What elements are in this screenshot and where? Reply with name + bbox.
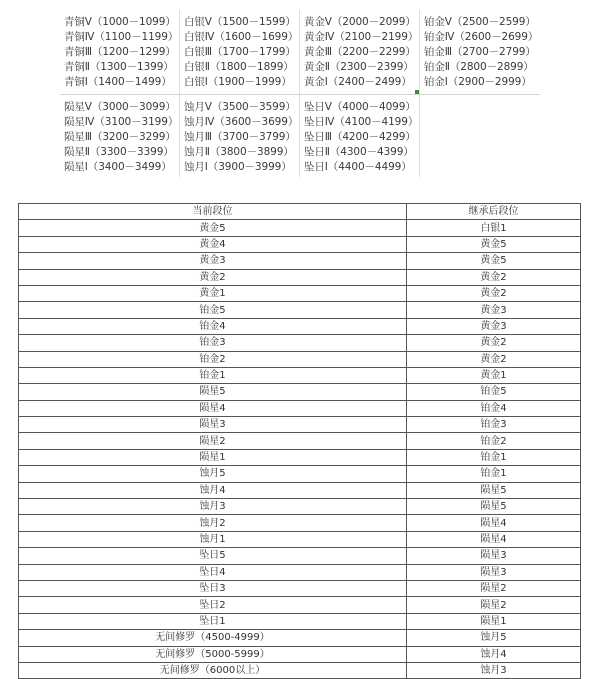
current-rank-cell: 蚀月5 [19,466,407,482]
rank-inheritance-table [18,203,581,679]
current-rank-cell: 蚀月2 [19,515,407,531]
tier-cell-meteor [60,95,180,177]
table-row [19,367,581,383]
tier-line: 白银Ⅲ（1700－1799） [184,46,296,58]
tier-line: 黄金Ⅳ（2100－2199） [304,31,419,43]
inherited-rank-cell: 陨星4 [407,515,581,531]
inherited-rank-cell: 蚀月5 [407,630,581,646]
table-row [19,220,581,236]
table-row [19,548,581,564]
table-header-row [19,204,581,220]
tier-line: 陨星Ⅰ（3400－3499） [64,161,172,173]
current-rank-cell: 蚀月1 [19,531,407,547]
tier-line: 陨星Ⅳ（3100－3199） [64,116,179,128]
tier-line: 陨星Ⅱ（3300－3399） [64,146,174,158]
inherited-rank-cell: 铂金2 [407,433,581,449]
inherited-rank-cell: 黄金5 [407,253,581,269]
inherited-rank-cell: 黄金3 [407,302,581,318]
inherited-rank-cell: 陨星2 [407,597,581,613]
inherited-rank-cell: 蚀月4 [407,646,581,662]
tier-line: 黄金Ⅴ（2000－2099） [304,16,416,28]
table-row [19,499,581,515]
table-row [19,515,581,531]
current-rank-cell: 黄金1 [19,285,407,301]
tier-line: 坠日Ⅲ（4200－4299） [304,131,416,143]
table-row [19,580,581,596]
tier-cell-bronze [60,10,180,94]
tier-line: 蚀月Ⅲ（3700－3799） [184,131,296,143]
table-row [19,630,581,646]
table-row [19,269,581,285]
rank-tier-grid [60,10,540,177]
current-rank-cell: 蚀月4 [19,482,407,498]
inherited-rank-cell: 铂金4 [407,400,581,416]
current-rank-cell: 无间修罗（4500-4999） [19,630,407,646]
tier-line: 青铜Ⅰ（1400－1499） [64,76,172,88]
tier-line: 白银Ⅰ（1900－1999） [184,76,292,88]
tier-line: 青铜Ⅲ（1200－1299） [64,46,176,58]
current-rank-cell: 黄金5 [19,220,407,236]
current-rank-cell: 铂金5 [19,302,407,318]
tier-line: 青铜Ⅴ（1000－1099） [64,16,176,28]
tier-line: 白银Ⅳ（1600－1699） [184,31,299,43]
table-row [19,400,581,416]
tier-line: 坠日Ⅰ（4400－4499） [304,161,412,173]
inherited-rank-cell: 黄金2 [407,335,581,351]
tier-line: 铂金Ⅳ（2600－2699） [424,31,539,43]
tier-line: 蚀月Ⅱ（3800－3899） [184,146,294,158]
table-row [19,662,581,678]
current-rank-cell: 黄金2 [19,269,407,285]
inherited-rank-cell: 铂金1 [407,449,581,465]
tier-line: 铂金Ⅱ（2800－2899） [424,61,534,73]
current-rank-cell: 坠日4 [19,564,407,580]
rank-grid-row-2 [60,95,540,177]
current-rank-cell: 陨星4 [19,400,407,416]
tier-line: 白银Ⅴ（1500－1599） [184,16,296,28]
inherited-rank-cell: 白银1 [407,220,581,236]
current-rank-cell: 坠日5 [19,548,407,564]
tier-cell-platinum [420,10,540,94]
inherited-rank-cell: 铂金5 [407,384,581,400]
tier-line: 青铜Ⅱ（1300－1399） [64,61,174,73]
tier-line: 黄金Ⅲ（2200－2299） [304,46,416,58]
tier-line: 蚀月Ⅴ（3500－3599） [184,101,296,113]
inherited-rank-cell: 陨星2 [407,580,581,596]
tier-line: 陨星Ⅲ（3200－3299） [64,131,176,143]
current-rank-cell: 陨星2 [19,433,407,449]
tier-line: 蚀月Ⅰ（3900－3999） [184,161,292,173]
table-row [19,335,581,351]
current-rank-cell: 铂金2 [19,351,407,367]
current-rank-cell: 坠日1 [19,613,407,629]
current-rank-cell: 铂金1 [19,367,407,383]
current-rank-cell: 陨星5 [19,384,407,400]
tier-cell-silver [180,10,300,94]
current-rank-cell: 陨星3 [19,417,407,433]
table-row [19,613,581,629]
tier-line: 坠日Ⅴ（4000－4099） [304,101,416,113]
current-rank-cell: 铂金4 [19,318,407,334]
table-row [19,417,581,433]
current-rank-cell: 无间修罗（6000以上） [19,662,407,678]
tier-line: 铂金Ⅴ（2500－2599） [424,16,536,28]
table-row [19,318,581,334]
table-row [19,236,581,252]
current-rank-cell: 无间修罗（5000-5999） [19,646,407,662]
inherited-rank-cell: 铂金1 [407,466,581,482]
rank-grid-row-1 [60,10,540,95]
tier-line: 铂金Ⅰ（2900－2999） [424,76,532,88]
table-row [19,449,581,465]
table-row [19,482,581,498]
header-inherited-rank: 继承后段位 [407,204,581,220]
tier-cell-empty [420,95,540,177]
tier-line: 蚀月Ⅳ（3600－3699） [184,116,299,128]
table-row [19,253,581,269]
inherited-rank-cell: 黄金3 [407,318,581,334]
tier-line: 黄金Ⅱ（2300－2399） [304,61,414,73]
current-rank-cell: 黄金4 [19,236,407,252]
inherited-rank-cell: 黄金2 [407,269,581,285]
tier-line: 坠日Ⅳ（4100－4199） [304,116,419,128]
inherited-rank-cell: 黄金1 [407,367,581,383]
current-rank-cell: 铂金3 [19,335,407,351]
tier-line: 铂金Ⅲ（2700－2799） [424,46,536,58]
tier-cell-eclipse-moon [180,95,300,177]
table-row [19,564,581,580]
inherited-rank-cell: 蚀月3 [407,662,581,678]
tier-line: 青铜Ⅳ（1100－1199） [64,31,179,43]
table-row [19,384,581,400]
current-rank-cell: 坠日2 [19,597,407,613]
table-row [19,302,581,318]
table-row [19,351,581,367]
table-row [19,597,581,613]
tier-cell-falling-sun [300,95,420,177]
tier-line: 黄金Ⅰ（2400－2499） [304,76,412,88]
table-row [19,466,581,482]
current-rank-cell: 陨星1 [19,449,407,465]
inherited-rank-cell: 陨星5 [407,499,581,515]
tier-line: 坠日Ⅱ（4300－4399） [304,146,414,158]
inherited-rank-cell: 铂金3 [407,417,581,433]
header-current-rank: 当前段位 [19,204,407,220]
table-body [19,220,581,679]
current-rank-cell: 黄金3 [19,253,407,269]
inherited-rank-cell: 陨星5 [407,482,581,498]
inherited-rank-cell: 陨星1 [407,613,581,629]
current-rank-cell: 坠日3 [19,580,407,596]
table-row [19,285,581,301]
inherited-rank-cell: 黄金2 [407,285,581,301]
tier-line: 白银Ⅱ（1800－1899） [184,61,294,73]
inherited-rank-cell: 黄金2 [407,351,581,367]
inherited-rank-cell: 陨星3 [407,564,581,580]
inherited-rank-cell: 陨星3 [407,548,581,564]
corner-marker-icon [415,90,419,94]
current-rank-cell: 蚀月3 [19,499,407,515]
table-row [19,531,581,547]
inherited-rank-cell: 黄金5 [407,236,581,252]
table-row [19,646,581,662]
tier-cell-gold [300,10,420,94]
tier-line: 陨星Ⅴ（3000－3099） [64,101,176,113]
inherited-rank-cell: 陨星4 [407,531,581,547]
table-row [19,433,581,449]
